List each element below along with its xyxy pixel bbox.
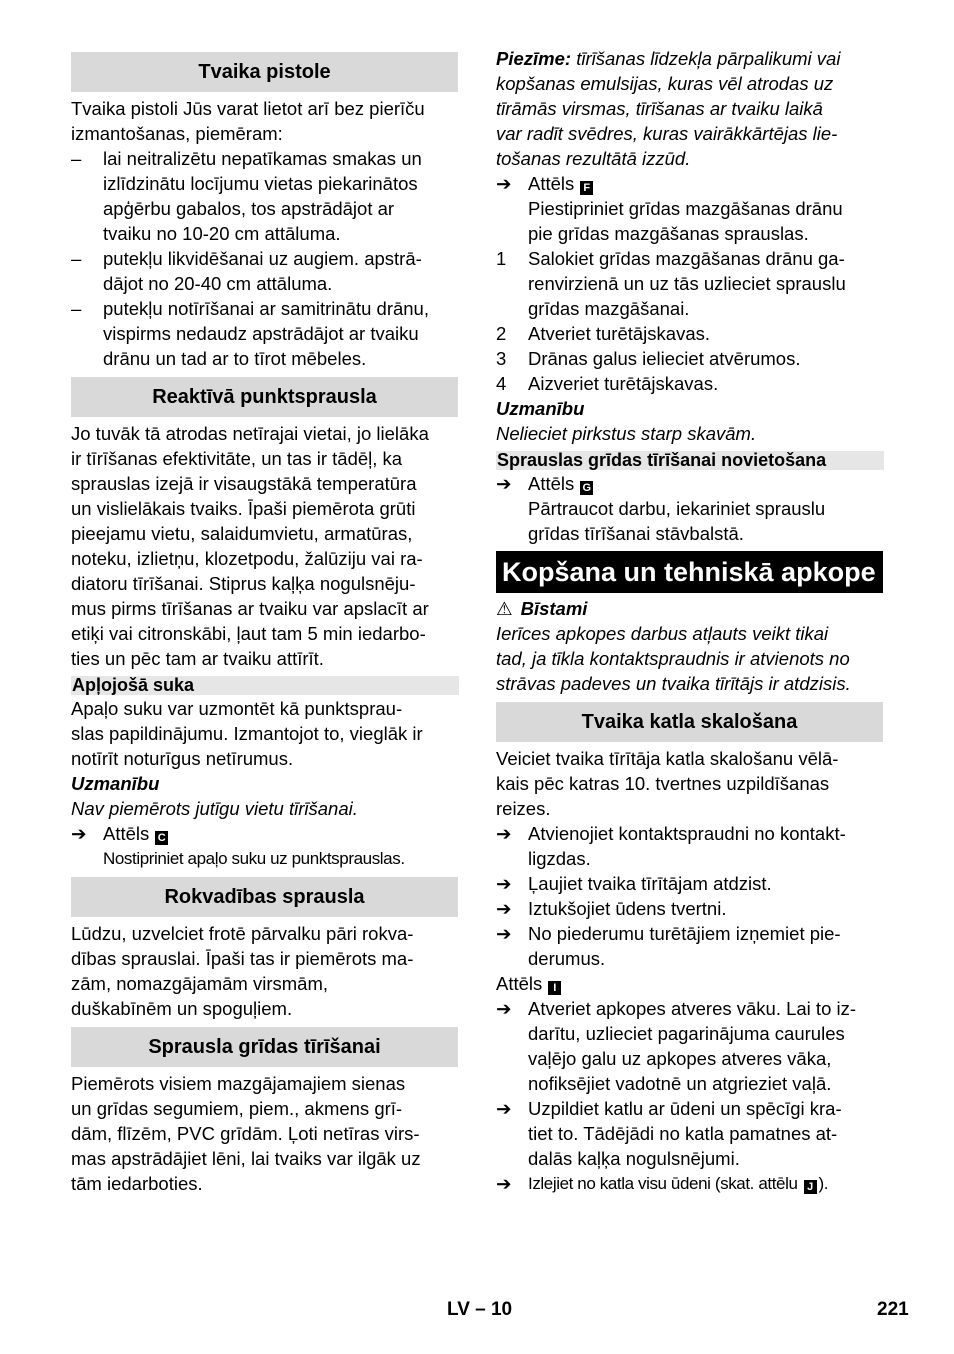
step-number: 3	[496, 348, 507, 369]
footer-page-number: 221	[877, 1299, 909, 1320]
dash-marker: –	[71, 298, 82, 319]
heading-floor-nozzle: Sprausla grīdas tīrīšanai	[71, 1027, 458, 1067]
subheading-round-brush: Apļojošā suka	[71, 676, 459, 695]
text-line: nofiksējiet vadotnē un atgrieziet vaļā.	[528, 1073, 832, 1094]
text-line: pie grīdas mazgāšanas sprauslas.	[528, 223, 809, 244]
text-line: mas apstrādājiet lēni, lai tvaiks var ilgāk uz	[71, 1148, 421, 1169]
section-title-maintenance: Kopšana un tehniskā apkope	[496, 551, 883, 593]
danger-text: tad, ja tīkla kontaktspraudnis ir atvienots no	[496, 648, 850, 669]
text-line: Aizveriet turētājskavas.	[528, 373, 719, 394]
text-line: Pārtraucot darbu, iekariniet sprauslu	[528, 498, 826, 519]
text-line: vispirms nedaudz apstrādājot ar tvaiku	[103, 323, 419, 344]
caution-label: Uzmanību	[496, 398, 585, 419]
text-line: diatoru tīrīšanai. Stiprus kaļķa nogulsnēju-	[71, 573, 416, 594]
arrow-icon: ➔	[496, 998, 512, 1019]
note-line: tīrāmās virsmas, tīrīšanas ar tvaiku laikā	[496, 98, 823, 119]
note-line: var radīt svēdres, kuras vairākkārtējas lie-	[496, 123, 838, 144]
figure-f-icon: F	[580, 181, 593, 195]
note-line	[496, 46, 840, 71]
footer-language-page: LV – 10	[447, 1299, 513, 1320]
text-line: Atvienojiet kontaktspraudni no kontakt-	[528, 823, 846, 844]
text-line: Atveriet turētājskavas.	[528, 323, 710, 344]
danger-text: strāvas padeves un tvaika tīrītājs ir atdzisis.	[496, 673, 851, 694]
text-line: dības sprauslai. Īpaši tas ir piemērots ma-	[71, 948, 414, 969]
figure-ref	[496, 971, 561, 996]
step-number: 4	[496, 373, 507, 394]
text-line: grīdas tīrīšanai stāvbalstā.	[528, 523, 744, 544]
text-line: renvirzienā un uz tās uzlieciet sprauslu	[528, 273, 846, 294]
text-line: reizes.	[496, 798, 551, 819]
warning-triangle-icon: ⚠	[496, 598, 513, 619]
drain-text: Izlejiet no katla visu ūdeni (skat. attēlu	[528, 1174, 798, 1193]
danger-label: Bīstami	[520, 598, 588, 619]
step-number: 2	[496, 323, 507, 344]
arrow-icon: ➔	[496, 923, 512, 944]
text-line: etiķi vai citronskābi, ļaut tam 5 min iedarbo-	[71, 623, 426, 644]
text-line: mus pirms tīrīšanas ar tvaiku var apslacīt ar	[71, 598, 429, 619]
text-line: un vislielākais tvaiks. Īpaši piemērota grūti	[71, 498, 416, 519]
danger-text: Ierīces apkopes darbus atļauts veikt tikai	[496, 623, 829, 644]
text-line: Ļaujiet tvaika tīrītājam atdzist.	[528, 873, 772, 894]
arrow-icon: ➔	[496, 473, 512, 494]
figure-word: Attēls	[496, 973, 543, 994]
arrow-icon: ➔	[496, 173, 512, 194]
figure-j-icon: J	[804, 1180, 817, 1194]
text-line: dalās kaļķa nogulsnējumi.	[528, 1148, 740, 1169]
text-line: duškabīnēm un spoguļiem.	[71, 998, 293, 1019]
text-line: vaļējo galu uz apkopes atveres vāka,	[528, 1048, 832, 1069]
step-number: 1	[496, 248, 507, 269]
note-text: tīrīšanas līdzekļa pārpalikumi vai	[571, 48, 841, 69]
arrow-icon: ➔	[496, 873, 512, 894]
text-line: tvaiku no 10-20 cm attāluma.	[103, 223, 341, 244]
dash-marker: –	[71, 248, 82, 269]
caution-text: Nelieciet pirkstus starp skavām.	[496, 423, 757, 444]
text-line: grīdas mazgāšanai.	[528, 298, 690, 319]
subheading-nozzle-parking: Sprauslas grīdas tīrīšanai novietošana	[496, 451, 884, 470]
figure-ref	[528, 471, 593, 496]
text-line: putekļu likvidēšanai uz augiem. apstrā-	[103, 248, 422, 269]
text-line: dājot no 20-40 cm attāluma.	[103, 273, 333, 294]
figure-word: Attēls	[528, 173, 575, 194]
heading-jet-nozzle: Reaktīvā punktsprausla	[71, 377, 458, 417]
text-line: Uzpildiet katlu ar ūdeni un spēcīgi kra-	[528, 1098, 842, 1119]
text-line: Lūdzu, uzvelciet frotē pārvalku pāri rokva-	[71, 923, 414, 944]
arrow-icon: ➔	[71, 823, 87, 844]
text-line: Veiciet tvaika tīrītāja katla skalošanu vēlā-	[496, 748, 839, 769]
text-line: darītu, uzlieciet pagarinājuma caurules	[528, 1023, 845, 1044]
text-line: Iztukšojiet ūdens tvertni.	[528, 898, 727, 919]
text-line: un grīdas segumiem, piem., akmens grī-	[71, 1098, 403, 1119]
text-line: Piemērots visiem mazgājamajiem sienas	[71, 1073, 406, 1094]
text-line: ties un pēc tam ar tvaiku attīrīt.	[71, 648, 324, 669]
text-line: izmantošanas, piemēram:	[71, 123, 283, 144]
text-line: Drānas galus ielieciet atvērumos.	[528, 348, 801, 369]
note-line: kopšanas emulsijas, kuras vēl atrodas uz	[496, 73, 834, 94]
text-line: putekļu notīrīšanai ar samitrinātu drānu,	[103, 298, 429, 319]
text-line	[528, 1171, 828, 1196]
danger-line	[496, 596, 587, 621]
figure-ref	[103, 821, 168, 846]
text-line: Piestipriniet grīdas mazgāšanas drānu	[528, 198, 843, 219]
text-line: zām, nomazgājamām virsmām,	[71, 973, 329, 994]
arrow-icon: ➔	[496, 898, 512, 919]
text-line: Salokiet grīdas mazgāšanas drānu ga-	[528, 248, 845, 269]
text-line: slas papildinājumu. Izmantojot to, vieglāk ir	[71, 723, 423, 744]
text-line: tām iedarboties.	[71, 1173, 203, 1194]
note-label: Piezīme:	[496, 48, 572, 69]
heading-hand-nozzle: Rokvadības sprausla	[71, 877, 458, 917]
text-line: Tvaika pistoli Jūs varat lietot arī bez pierīču	[71, 98, 425, 119]
text-line: apģērbu gabalos, tos apstrādājot ar	[103, 198, 395, 219]
text-line: No piederumu turētājiem izņemiet pie-	[528, 923, 841, 944]
caution-label: Uzmanību	[71, 773, 160, 794]
text-line: tiet to. Tādējādi no katla pamatnes at-	[528, 1123, 838, 1144]
text-line: ligzdas.	[528, 848, 591, 869]
caution-text: Nav piemērots jutīgu vietu tīrīšanai.	[71, 798, 358, 819]
figure-g-icon: G	[580, 481, 593, 495]
dash-marker: –	[71, 148, 82, 169]
text-line: sprauslas izejā ir visaugstākā temperatūra	[71, 473, 417, 494]
text-line: izlīdzinātu locījumu vietas piekarinātos	[103, 173, 418, 194]
text-line: pieejamu vietu, salaidumvietu, armatūras,	[71, 523, 413, 544]
text-line: Jo tuvāk tā atrodas netīrajai vietai, jo lielāka	[71, 423, 429, 444]
arrow-icon: ➔	[496, 823, 512, 844]
text-line: derumus.	[528, 948, 606, 969]
arrow-icon: ➔	[496, 1098, 512, 1119]
text-line: kais pēc katras 10. tvertnes uzpildīšanas	[496, 773, 830, 794]
text-line: dām, flīzēm, PVC grīdām. Ļoti netīras virs-	[71, 1123, 420, 1144]
figure-i-icon: I	[548, 981, 561, 995]
figure-word: Attēls	[103, 823, 150, 844]
figure-word: Attēls	[528, 473, 575, 494]
heading-steam-gun: Tvaika pistole	[71, 52, 458, 92]
heading-boiler-rinsing: Tvaika katla skalošana	[496, 702, 883, 742]
arrow-icon: ➔	[496, 1173, 512, 1194]
figure-ref	[528, 171, 593, 196]
text-line: ir tīrīšanas efektivitāte, un tas ir tādēļ, ka	[71, 448, 403, 469]
text-line: Atveriet apkopes atveres vāku. Lai to iz-	[528, 998, 857, 1019]
text-line: Apaļo suku var uzmontēt kā punktsprau-	[71, 698, 403, 719]
text-line: notīrīt noturīgus netīrumus.	[71, 748, 294, 769]
text-line: noteku, izlietņu, klozetpodu, žalūziju vai ra-	[71, 548, 423, 569]
drain-text-end: ).	[818, 1174, 829, 1193]
figure-c-icon: C	[155, 831, 168, 845]
note-line: tošanas rezultātā izzūd.	[496, 148, 691, 169]
text-line: lai neitralizētu nepatīkamas smakas un	[103, 148, 422, 169]
text-line: Nostipriniet apaļo suku uz punktsprauslas.	[103, 849, 405, 868]
text-line: drānu un tad ar to tīrot mēbeles.	[103, 348, 367, 369]
